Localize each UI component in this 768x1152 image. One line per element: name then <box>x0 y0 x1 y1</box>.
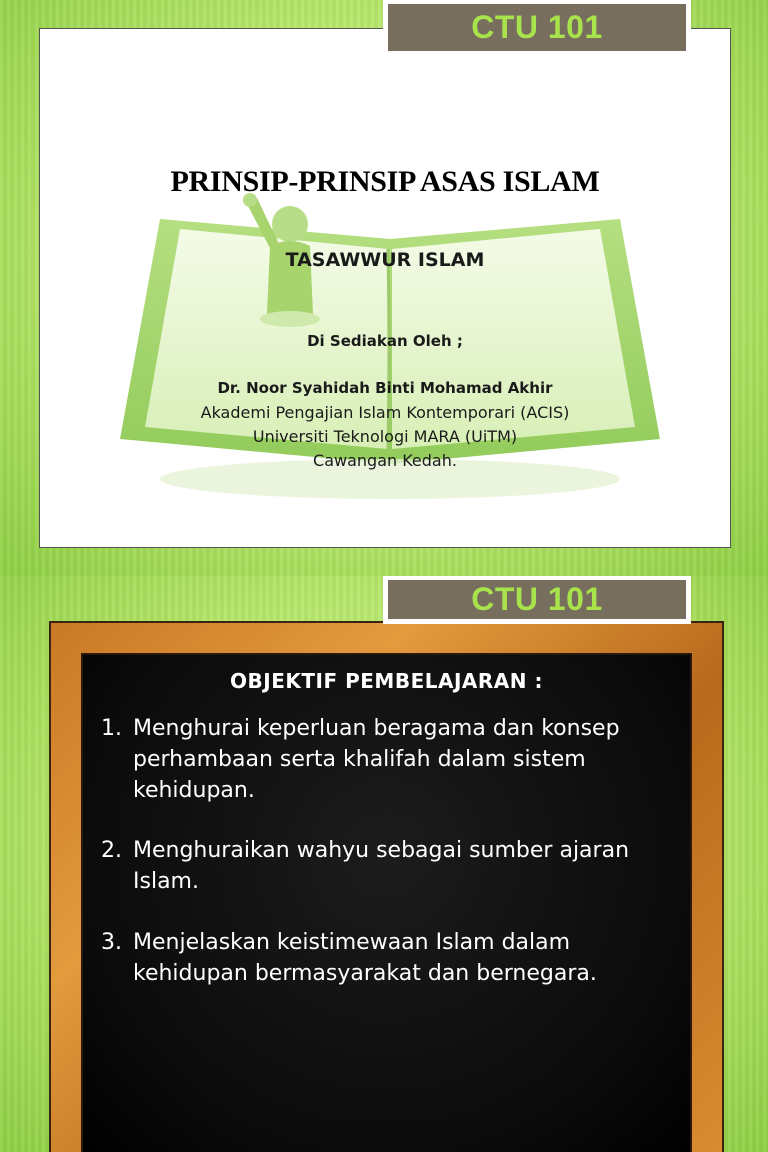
course-code-tab <box>383 576 691 624</box>
objective-number: 1. <box>101 716 122 741</box>
course-code: CTU 101 <box>471 581 603 617</box>
objectives-slide <box>0 576 768 1152</box>
title-panel <box>39 28 731 548</box>
objective-number: 3. <box>101 930 122 955</box>
prepared-by-label: Di Sediakan Oleh ; <box>307 332 463 350</box>
objective-text: Menghurai keperluan beragama dan konsep perhambaan serta khalifah dalam sistem kehidupan. <box>133 716 620 803</box>
objectives-heading: OBJEKTIF PEMBELAJARAN : <box>230 669 543 693</box>
slide-title: PRINSIP-PRINSIP ASAS ISLAM <box>170 165 600 198</box>
slide-subtitle: TASAWWUR ISLAM <box>285 249 485 271</box>
affiliation-line: Cawangan Kedah. <box>313 451 457 470</box>
objective-text: Menjelaskan keistimewaan Islam dalam kehidupan bermasyarakat dan bernegara. <box>133 930 597 986</box>
objective-text: Menghuraikan wahyu sebagai sumber ajaran Islam. <box>133 838 630 894</box>
affiliation-line: Universiti Teknologi MARA (UiTM) <box>252 427 518 446</box>
chalkboard <box>81 653 692 1152</box>
course-code: CTU 101 <box>471 9 603 45</box>
author-name: Dr. Noor Syahidah Binti Mohamad Akhir <box>217 379 553 397</box>
affiliation-line: Akademi Pengajian Islam Kontemporari (ACIS) <box>200 403 570 422</box>
chalkboard-frame <box>49 621 724 1152</box>
objective-item <box>101 713 680 806</box>
objective-item <box>101 835 680 897</box>
objective-item <box>101 927 680 989</box>
objective-number: 2. <box>101 838 122 863</box>
course-code-tab <box>383 0 691 56</box>
